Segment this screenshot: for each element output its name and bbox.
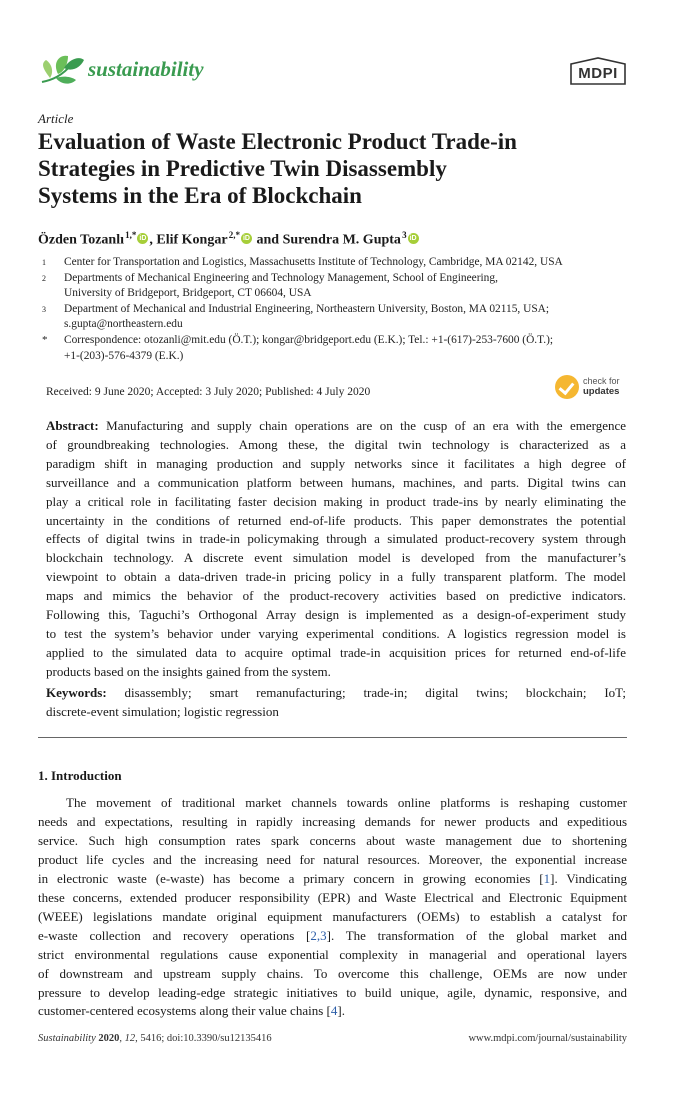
- publication-dates: Received: 9 June 2020; Accepted: 3 July 2020; Published: 4 July 2020: [46, 386, 371, 398]
- body-text: ].: [337, 1003, 345, 1019]
- body-line: [38, 889, 627, 908]
- check-updates-label: check for: [583, 376, 620, 386]
- affiliation-item: [40, 271, 640, 302]
- abstract-text: Manufacturing and supply chain operations are on the cusp of an era with the emergence: [98, 418, 626, 433]
- body-line: [38, 851, 627, 870]
- affiliation-mark: 3: [42, 304, 46, 314]
- affiliations: [40, 255, 640, 364]
- author-affiliation-mark: 2,*: [228, 230, 240, 240]
- reference-link[interactable]: 1: [543, 870, 551, 886]
- sustainability-leaf-logo-icon: [38, 50, 86, 90]
- keywords-text: disassembly; smart remanufacturing; trade-in; digital twins; blockchain; IoT;: [106, 685, 626, 700]
- introduction-body: [38, 794, 627, 1021]
- orcid-icon[interactable]: iD: [409, 234, 417, 242]
- body-text: in electronic waste (e-waste) has become a primary concern in growing economies [: [38, 870, 544, 886]
- footer-year: 2020: [95, 1033, 120, 1044]
- body-text: ]. Vindicating: [550, 870, 627, 886]
- abstract-line: Following this, Taguchi’s Orthogonal Array design is implemented as a design-of-experiment study: [46, 607, 626, 623]
- affiliation-item: [40, 333, 640, 364]
- abstract-line: maps and mimics the behavior of the product-recovery activities based on predictive indicators.: [46, 588, 626, 604]
- body-text: strict environmental regulations cause exponential complexity in managerial and operational layers: [38, 946, 627, 962]
- abstract-line: surveillance and a communication platform between humans, machines, and parts. Digital twins can: [46, 474, 626, 490]
- footer-volume: , 12: [119, 1033, 136, 1044]
- section-divider: [38, 737, 627, 738]
- abstract-line: of groundbreaking technologies. Among these, the digital twin technology is characterized as a: [46, 436, 626, 452]
- body-text: pressure to develop leading-edge strategic initiatives to build unique, agile, dynamic, responsive, and: [38, 984, 627, 1000]
- reference-link[interactable]: 4: [330, 1003, 338, 1019]
- abstract-line: to test the system’s behavior under varying experimental conditions. A logistics regression model is: [46, 625, 626, 641]
- reference-link[interactable]: 2,3: [310, 927, 327, 943]
- abstract-line: viewpoint to obtain a data-driven trade-in pricing policy in a fully transparent platform. The model: [46, 569, 626, 585]
- citation-footer: [38, 1033, 272, 1044]
- affiliation-mark: 1: [42, 258, 46, 267]
- body-text: these concerns, extended producer responsibility (EPR) and Waste Electrical and Electronic Equipment: [38, 889, 627, 905]
- body-text: of downstream and upstream supply chains. To overcome this challenge, OEMs are now under: [38, 965, 627, 981]
- author-name: Özden Tozanlı: [38, 232, 124, 248]
- affiliation-line: +1-(203)-576-4379 (E.K.): [64, 349, 184, 362]
- affiliation-line: University of Bridgeport, Bridgeport, CT 06604, USA: [64, 287, 312, 300]
- article-type: Article: [38, 111, 74, 126]
- author-name: Elif Kongar: [156, 232, 228, 248]
- affiliation-mark: *: [42, 333, 48, 346]
- body-text: e-waste collection and recovery operations [: [38, 927, 311, 943]
- author-separator: and: [252, 232, 283, 248]
- author-list: [38, 230, 420, 249]
- keywords-line: [46, 684, 626, 703]
- affiliation-line: Center for Transportation and Logistics, Massachusetts Institute of Technology, Cambridge, MA 02142, USA: [64, 256, 563, 268]
- section-heading: 1. Introduction: [38, 768, 122, 783]
- abstract-label: Abstract:: [46, 418, 99, 433]
- affiliation-line: Departments of Mechanical Engineering and Technology Management, School of Engineering,: [64, 271, 498, 284]
- body-text: needs and expectations, resulting in rapidly increasing demands for newer products and expeditious: [38, 813, 627, 829]
- paper-title: [38, 128, 648, 209]
- body-line: [38, 870, 627, 889]
- journal-url-link[interactable]: www.mdpi.com/journal/sustainability: [468, 1033, 627, 1044]
- body-line: [38, 946, 627, 965]
- abstract-line: effects of digital twins in trade-in policymaking through a simulated product-recovery system through: [46, 531, 626, 547]
- publisher-name: MDPI: [578, 65, 618, 82]
- author-affiliation-mark: 1,*: [125, 230, 137, 240]
- body-text: The movement of traditional market channels towards online platforms is reshaping customer: [66, 795, 627, 810]
- orcid-icon[interactable]: iD: [242, 234, 250, 242]
- body-text: product life cycles and the increasing need for natural resources. Moreover, the exponential increase: [38, 851, 627, 867]
- body-text: (WEEE) legislations mandate original equipment manufacturers (OEMs) to establish a catalyst for: [38, 908, 627, 924]
- keywords-label: Keywords:: [46, 685, 107, 700]
- affiliation-line: Department of Mechanical and Industrial Engineering, Northeastern University, Boston, MA 02115, USA;: [64, 302, 550, 315]
- title-line: Strategies in Predictive Twin Disassembly: [38, 156, 447, 181]
- abstract-line: applied to the simulated data to acquire optimal trade-in acquisition prices for returned end-of-life: [46, 644, 626, 660]
- abstract: [46, 417, 626, 682]
- affiliation-item: [40, 302, 640, 333]
- keywords: [46, 684, 626, 722]
- abstract-line: play a critical role in facilitating faster decision making in product trade-ins by nearly eliminating the: [46, 493, 626, 509]
- body-line: [38, 965, 627, 984]
- abstract-line: paradigm shift in managing production and supply networks since it facilitates a high degree of: [46, 455, 626, 471]
- body-text: ]. The transformation of the global market and: [326, 927, 627, 943]
- author-separator: ,: [149, 232, 157, 248]
- body-line: [38, 1002, 627, 1021]
- footer-doi: , 5416; doi:10.3390/su12135416: [135, 1033, 272, 1044]
- body-line: [38, 984, 627, 1003]
- body-line: [38, 813, 627, 832]
- check-for-updates-button[interactable]: [555, 375, 627, 399]
- mdpi-logo: [567, 56, 629, 88]
- check-updates-icon: [555, 375, 579, 399]
- body-line: [38, 832, 627, 851]
- affiliation-line: s.gupta@northeastern.edu: [64, 318, 183, 331]
- body-text: customer-centered ecosystems along their value chains [: [38, 1003, 331, 1019]
- affiliation-item: [40, 255, 640, 271]
- abstract-line: products based on the insights gained from the system.: [46, 663, 331, 679]
- body-line: [38, 794, 627, 813]
- abstract-line: [46, 417, 626, 436]
- journal-name: sustainability: [88, 57, 204, 81]
- body-line: [38, 927, 627, 946]
- title-line: Systems in the Era of Blockchain: [38, 183, 362, 208]
- affiliation-line: Correspondence: otozanli@mit.edu (Ö.T.); kongar@bridgeport.edu (E.K.); Tel.: +1-(617)-253-7600 (Ö.T.);: [64, 333, 554, 346]
- affiliation-mark: 2: [42, 273, 46, 283]
- abstract-line: uncertainty in the conditions of returned end-of-life products. This paper demonstrates the potential: [46, 512, 626, 528]
- check-updates-label: updates: [583, 386, 620, 397]
- title-line: Evaluation of Waste Electronic Product Trade-in: [38, 129, 517, 154]
- footer-journal: Sustainability: [38, 1033, 96, 1044]
- body-text: service. Such high consumption rates spark concerns about waste management due to shortening: [38, 832, 627, 848]
- author-affiliation-mark: 3: [402, 230, 407, 240]
- orcid-icon[interactable]: iD: [139, 234, 147, 242]
- body-line: [38, 908, 627, 927]
- keywords-line: discrete-event simulation; logistic regression: [46, 703, 279, 719]
- author-name: Surendra M. Gupta: [282, 232, 401, 248]
- abstract-line: blockchain technology. A discrete event simulation model is developed from the manufacturer’s: [46, 550, 626, 566]
